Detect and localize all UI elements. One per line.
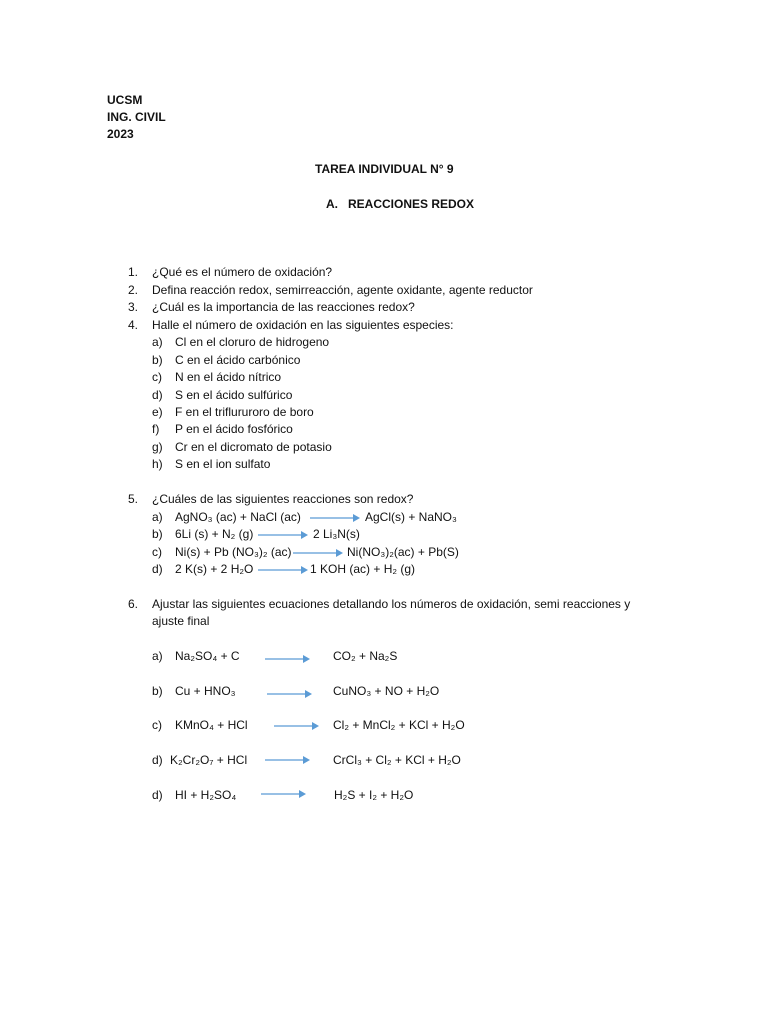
equation-label: a) (152, 649, 163, 663)
question-text-continued: ajuste final (152, 614, 210, 628)
question-number: 3. (128, 300, 139, 314)
sub-item-text: Cl en el cloruro de hidrogeno (175, 335, 330, 349)
reaction-label: a) (152, 510, 163, 524)
reaction-products: 2 Li₃N(s) (313, 527, 360, 541)
section-letter: A. (326, 197, 338, 211)
sub-item-label: b) (152, 353, 163, 367)
equation-label: b) (152, 684, 163, 698)
question-number: 5. (128, 492, 139, 506)
header-year: 2023 (107, 127, 134, 141)
reaction-reactants: Ni(s) + Pb (NO₃)₂ (ac) (175, 545, 292, 559)
sub-item-text: P en el ácido fosfórico (175, 422, 293, 436)
sub-item-label: f) (152, 422, 160, 436)
question-number: 1. (128, 265, 139, 279)
equation-reactants: KMnO₄ + HCl (175, 718, 248, 732)
equation-products: CrCl₃ + Cl₂ + KCl + H₂O (333, 753, 461, 767)
equation-products: CuNO₃ + NO + H₂O (333, 684, 440, 698)
equation-products: CO₂ + Na₂S (333, 649, 398, 663)
equation-reactants: K₂Cr₂O₇ + HCl (170, 753, 248, 767)
arrow-icon (310, 513, 360, 523)
equation-products: Cl₂ + MnCl₂ + KCl + H₂O (333, 718, 465, 732)
arrow-icon (274, 721, 319, 731)
arrow-icon (258, 565, 308, 575)
reaction-products: AgCl(s) + NaNO₃ (365, 510, 457, 524)
arrow-icon (265, 654, 310, 664)
sub-item-text: S en el ácido sulfúrico (175, 388, 293, 402)
equation-products: H₂S + I₂ + H₂O (334, 788, 414, 802)
arrow-icon (258, 530, 308, 540)
arrow-icon (293, 548, 343, 558)
reaction-reactants: 2 K(s) + 2 H₂O (175, 562, 254, 576)
sub-item-text: Cr en el dicromato de potasio (175, 440, 332, 454)
question-text: ¿Cuál es la importancia de las reacciones redox? (152, 300, 415, 314)
sub-item-label: g) (152, 440, 163, 454)
reaction-reactants: 6Li (s) + N₂ (g) (175, 527, 254, 541)
sub-item-text: S en el ion sulfato (175, 457, 271, 471)
document-title: TAREA INDIVIDUAL N° 9 (315, 162, 454, 176)
header-program: ING. CIVIL (107, 110, 166, 124)
section-title: REACCIONES REDOX (348, 197, 475, 211)
sub-item-text: N en el ácido nítrico (175, 370, 282, 384)
question-text: ¿Cuáles de las siguientes reacciones son redox? (152, 492, 414, 506)
equation-label: c) (152, 718, 162, 732)
question-text: Defina reacción redox, semirreacción, agente oxidante, agente reductor (152, 283, 533, 297)
question-text: ¿Qué es el número de oxidación? (152, 265, 333, 279)
arrow-icon (267, 689, 312, 699)
sub-item-label: a) (152, 335, 163, 349)
equation-label: d) (152, 753, 163, 767)
question-text: Halle el número de oxidación en las siguientes especies: (152, 318, 454, 332)
question-number: 2. (128, 283, 139, 297)
sub-item-label: h) (152, 457, 163, 471)
sub-item-label: d) (152, 388, 163, 402)
question-number: 4. (128, 318, 139, 332)
sub-item-label: e) (152, 405, 163, 419)
arrow-icon (265, 755, 310, 765)
sub-item-text: C en el ácido carbónico (175, 353, 301, 367)
equation-reactants: HI + H₂SO₄ (175, 788, 237, 802)
equation-label: d) (152, 788, 163, 802)
arrow-icon (261, 789, 306, 799)
equation-reactants: Cu + HNO₃ (175, 684, 236, 698)
question-text: Ajustar las siguientes ecuaciones detallando los números de oxidación, semi reacciones y (152, 597, 631, 611)
sub-item-text: F en el triflururoro de boro (175, 405, 314, 419)
reaction-products: 1 KOH (ac) + H₂ (g) (310, 562, 416, 576)
question-number: 6. (128, 597, 139, 611)
reaction-label: c) (152, 545, 162, 559)
reaction-products: Ni(NO₃)₂(ac) + Pb(S) (347, 545, 459, 559)
reaction-label: b) (152, 527, 163, 541)
reaction-label: d) (152, 562, 163, 576)
equation-reactants: Na₂SO₄ + C (175, 649, 240, 663)
header-institution: UCSM (107, 93, 143, 107)
sub-item-label: c) (152, 370, 162, 384)
reaction-reactants: AgNO₃ (ac) + NaCl (ac) (175, 510, 301, 524)
